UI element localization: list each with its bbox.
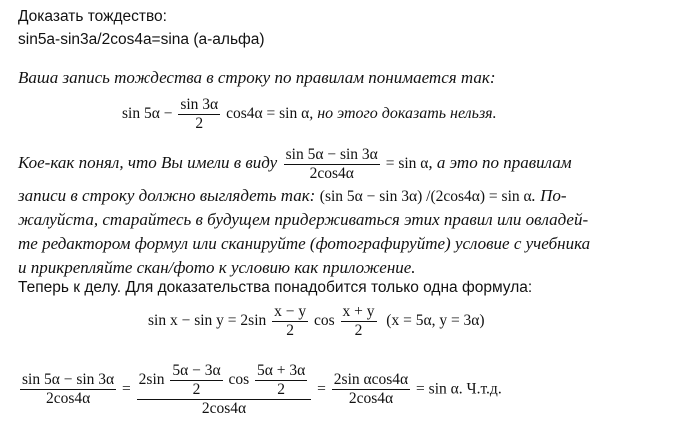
denominator: 2 — [286, 321, 294, 339]
equals-sign: = — [122, 380, 131, 398]
fraction-half-diff — [170, 362, 222, 399]
formula-lhs: sin x − sin y = 2sin — [148, 311, 267, 329]
denominator: 2cos4α — [348, 390, 394, 408]
equals-sign: = — [266, 104, 276, 122]
denominator: 2 — [192, 380, 201, 398]
numerator: 2sin αcos4α — [333, 371, 409, 389]
proof-chain — [18, 362, 502, 417]
comment-line-3: жалуйста, старайтесь в будущем придерживаться этих правил или овладей- — [18, 210, 589, 229]
term-sina: sin α — [428, 380, 459, 398]
denominator: 2 — [354, 321, 363, 339]
fraction-half-sum — [255, 362, 307, 399]
numerator: x + y — [342, 303, 375, 320]
solution-intro: Теперь к делу. Для доказательства понадобится только одна формула: — [18, 279, 533, 296]
difference-of-sines-formula — [148, 303, 485, 340]
fraction-expanded — [137, 362, 312, 417]
fraction-half-diff — [272, 303, 308, 340]
guess-prefix: Кое-как понял, что Вы имели в виду — [18, 152, 278, 172]
guess-line — [18, 146, 572, 183]
numerator: sin 5α − sin 3α — [22, 371, 115, 389]
line2-formula: (sin 5α − sin 3α) /(2cos4α) = sin α — [319, 188, 532, 205]
term-sina: sin α — [398, 154, 429, 172]
equals-sign: = — [416, 380, 425, 398]
conclusion: . Ч.т.д. — [458, 380, 502, 398]
wrong-tail: , но этого доказать нельзя. — [309, 104, 497, 122]
wrong-interpretation-formula — [122, 96, 497, 133]
fraction-simplified — [332, 371, 410, 408]
term-cos4a: cos4α — [226, 104, 263, 122]
fraction-diff-over-2cos4a — [284, 146, 380, 183]
term-sin5a: sin 5α — [122, 104, 160, 122]
numerator: x − y — [274, 303, 307, 320]
denominator: 2cos4α — [201, 399, 247, 417]
guess-suffix: , а это по правилам — [428, 152, 572, 172]
cos-label: cos — [314, 311, 335, 329]
comment-line-2 — [18, 186, 567, 206]
minus-sign: − — [163, 104, 173, 122]
fraction-sin3a-over-2 — [178, 96, 220, 133]
fraction-lhs — [20, 371, 116, 408]
substitution: (x = 5α, y = 3α) — [386, 311, 485, 329]
cos-label: cos — [228, 370, 250, 388]
numerator-expanded — [137, 362, 312, 400]
numerator: sin 5α − sin 3α — [285, 146, 378, 163]
equals-sign: = — [317, 380, 326, 398]
denominator: 2cos4α — [309, 164, 354, 182]
line2-prefix: записи в строку должно выглядеть так: — [18, 186, 316, 205]
denominator: 2cos4α — [45, 390, 91, 408]
numerator: 5α − 3α — [172, 362, 221, 379]
line2-suffix: . По- — [531, 186, 567, 205]
comment-line-5: и прикрепляйте скан/фото к условию как приложение. — [18, 258, 416, 277]
denominator: 2 — [195, 114, 204, 132]
equals-sign: = — [385, 154, 395, 172]
denominator: 2 — [277, 380, 286, 398]
term-sina: sin α — [279, 104, 310, 122]
fraction-half-sum — [341, 303, 377, 340]
numerator: 5α + 3α — [257, 362, 306, 379]
task-statement: sin5a-sin3a/2cos4a=sina (a-альфа) — [18, 31, 265, 48]
comment-intro: Ваша запись тождества в строку по правилам понимается так: — [18, 68, 496, 87]
numerator: sin 3α — [180, 96, 219, 113]
two-sin: 2sin — [138, 370, 165, 388]
comment-line-4: те редактором формул или сканируйте (фотографируйте) условие с учебника — [18, 234, 591, 253]
task-heading: Доказать тождество: — [18, 8, 167, 25]
